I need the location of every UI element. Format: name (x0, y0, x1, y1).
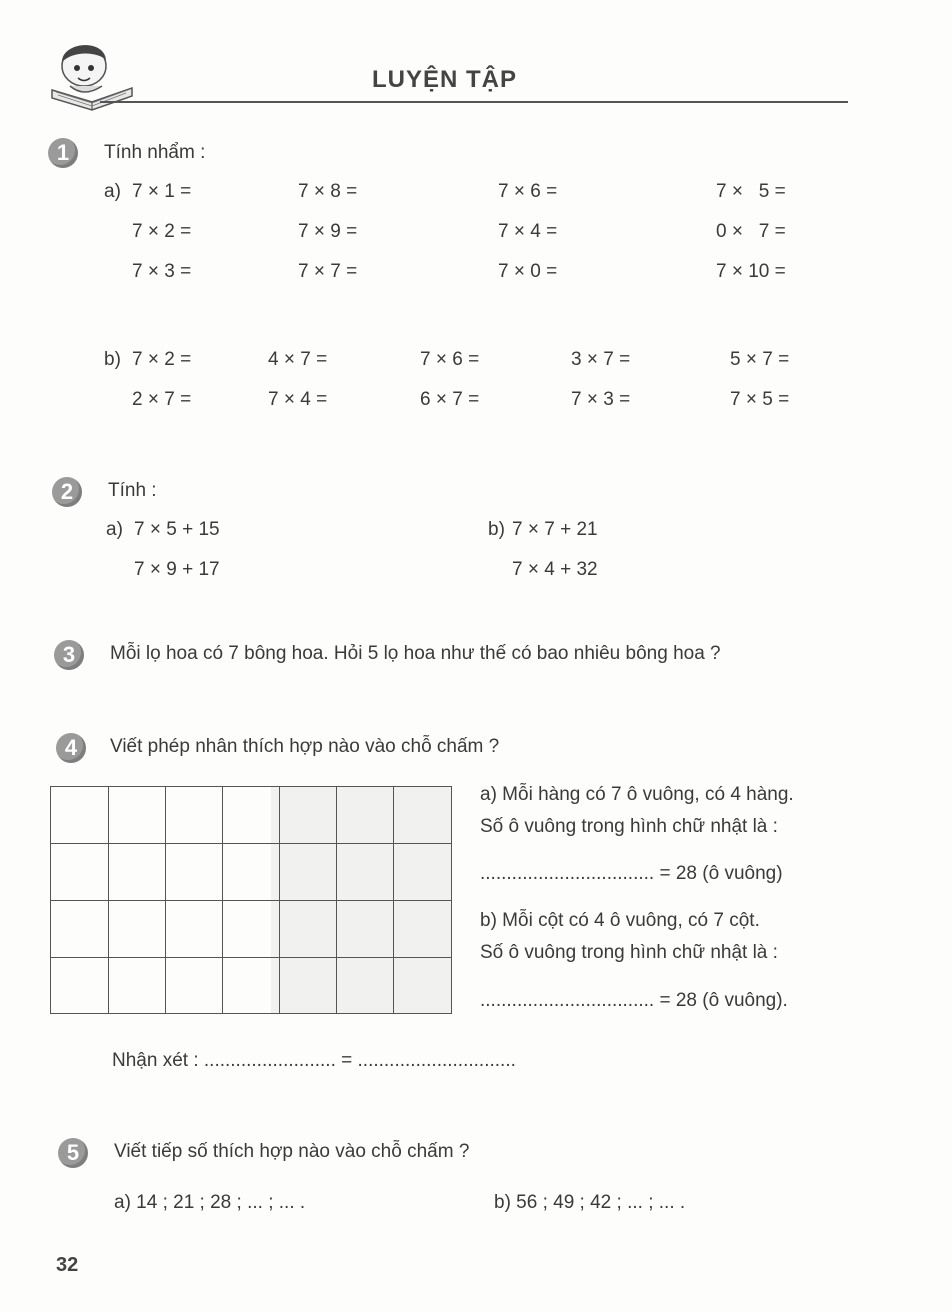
page-number: 32 (56, 1254, 79, 1276)
grid-line (51, 957, 451, 958)
exercise-1b-item: 7 × 2 = (132, 349, 192, 370)
exercise-2b-label: b) (488, 519, 505, 540)
exercise-1a-item: 7 × 7 = (298, 261, 358, 282)
exercise-1a-item: 7 × 1 = (132, 181, 192, 202)
exercise-4a-answer-line: ................................. = 28 (ô vuông) (480, 863, 783, 884)
exercise-1b-item: 7 × 5 = (730, 389, 790, 410)
exercise-2b-item: 7 × 4 + 32 (512, 559, 598, 580)
exercise-4b-answer-line: ................................. = 28 (ô vuông). (480, 990, 788, 1011)
exercise-4-badge: 4 (56, 733, 86, 763)
exercise-1b-item: 7 × 4 = (268, 389, 328, 410)
exercise-3-prompt: Mỗi lọ hoa có 7 bông hoa. Hỏi 5 lọ hoa như thế có bao nhiêu bông hoa ? (110, 643, 721, 664)
exercise-4-prompt: Viết phép nhân thích hợp nào vào chỗ chấm ? (110, 736, 500, 757)
exercise-1b-item: 7 × 3 = (571, 389, 631, 410)
title-underline (100, 101, 848, 103)
exercise-2b-item: 7 × 7 + 21 (512, 519, 598, 540)
exercise-1a-item: 7 × 5 = (716, 181, 786, 202)
square-grid (50, 786, 452, 1014)
mascot-icon (44, 28, 140, 124)
exercise-1-prompt: Tính nhẩm : (104, 142, 206, 163)
grid-line (51, 900, 451, 901)
exercise-1-badge: 1 (48, 138, 78, 168)
exercise-1a-item: 7 × 9 = (298, 221, 358, 242)
exercise-5-prompt: Viết tiếp số thích hợp nào vào chỗ chấm ? (114, 1141, 470, 1162)
exercise-2a-item: 7 × 9 + 17 (134, 559, 220, 580)
exercise-4a-line-2: Số ô vuông trong hình chữ nhật là : (480, 816, 778, 837)
exercise-2a-label: a) (106, 519, 123, 540)
exercise-1a-item: 7 × 3 = (132, 261, 192, 282)
exercise-1b-item: 6 × 7 = (420, 389, 480, 410)
exercise-3-badge: 3 (54, 640, 84, 670)
exercise-1b-label: b) (104, 349, 121, 370)
exercise-4b-line-1: b) Mỗi cột có 4 ô vuông, có 7 cột. (480, 910, 760, 931)
exercise-4-remark: Nhận xét : ......................... = .............................. (112, 1050, 516, 1071)
exercise-1a-item: 7 × 8 = (298, 181, 358, 202)
exercise-2a-item: 7 × 5 + 15 (134, 519, 220, 540)
exercise-4b-line-2: Số ô vuông trong hình chữ nhật là : (480, 942, 778, 963)
exercise-1b-item: 3 × 7 = (571, 349, 631, 370)
exercise-1a-item: 7 × 0 = (498, 261, 558, 282)
exercise-1a-label: a) (104, 181, 121, 202)
exercise-1b-item: 5 × 7 = (730, 349, 790, 370)
exercise-1a-item: 0 × 7 = (716, 221, 786, 242)
grid-line (51, 843, 451, 844)
exercise-4a-line-1: a) Mỗi hàng có 7 ô vuông, có 4 hàng. (480, 784, 794, 805)
page-title: LUYỆN TẬP (372, 66, 518, 93)
exercise-5b-sequence: b) 56 ; 49 ; 42 ; ... ; ... . (494, 1192, 686, 1213)
exercise-5a-sequence: a) 14 ; 21 ; 28 ; ... ; ... . (114, 1192, 306, 1213)
exercise-1b-item: 7 × 6 = (420, 349, 480, 370)
exercise-5-badge: 5 (58, 1138, 88, 1168)
exercise-1a-item: 7 × 4 = (498, 221, 558, 242)
exercise-2-badge: 2 (52, 477, 82, 507)
exercise-1b-item: 4 × 7 = (268, 349, 328, 370)
exercise-1a-item: 7 × 10 = (716, 261, 786, 282)
exercise-1a-item: 7 × 2 = (132, 221, 192, 242)
exercise-2-prompt: Tính : (108, 480, 157, 501)
exercise-1b-item: 2 × 7 = (132, 389, 192, 410)
exercise-1a-item: 7 × 6 = (498, 181, 558, 202)
